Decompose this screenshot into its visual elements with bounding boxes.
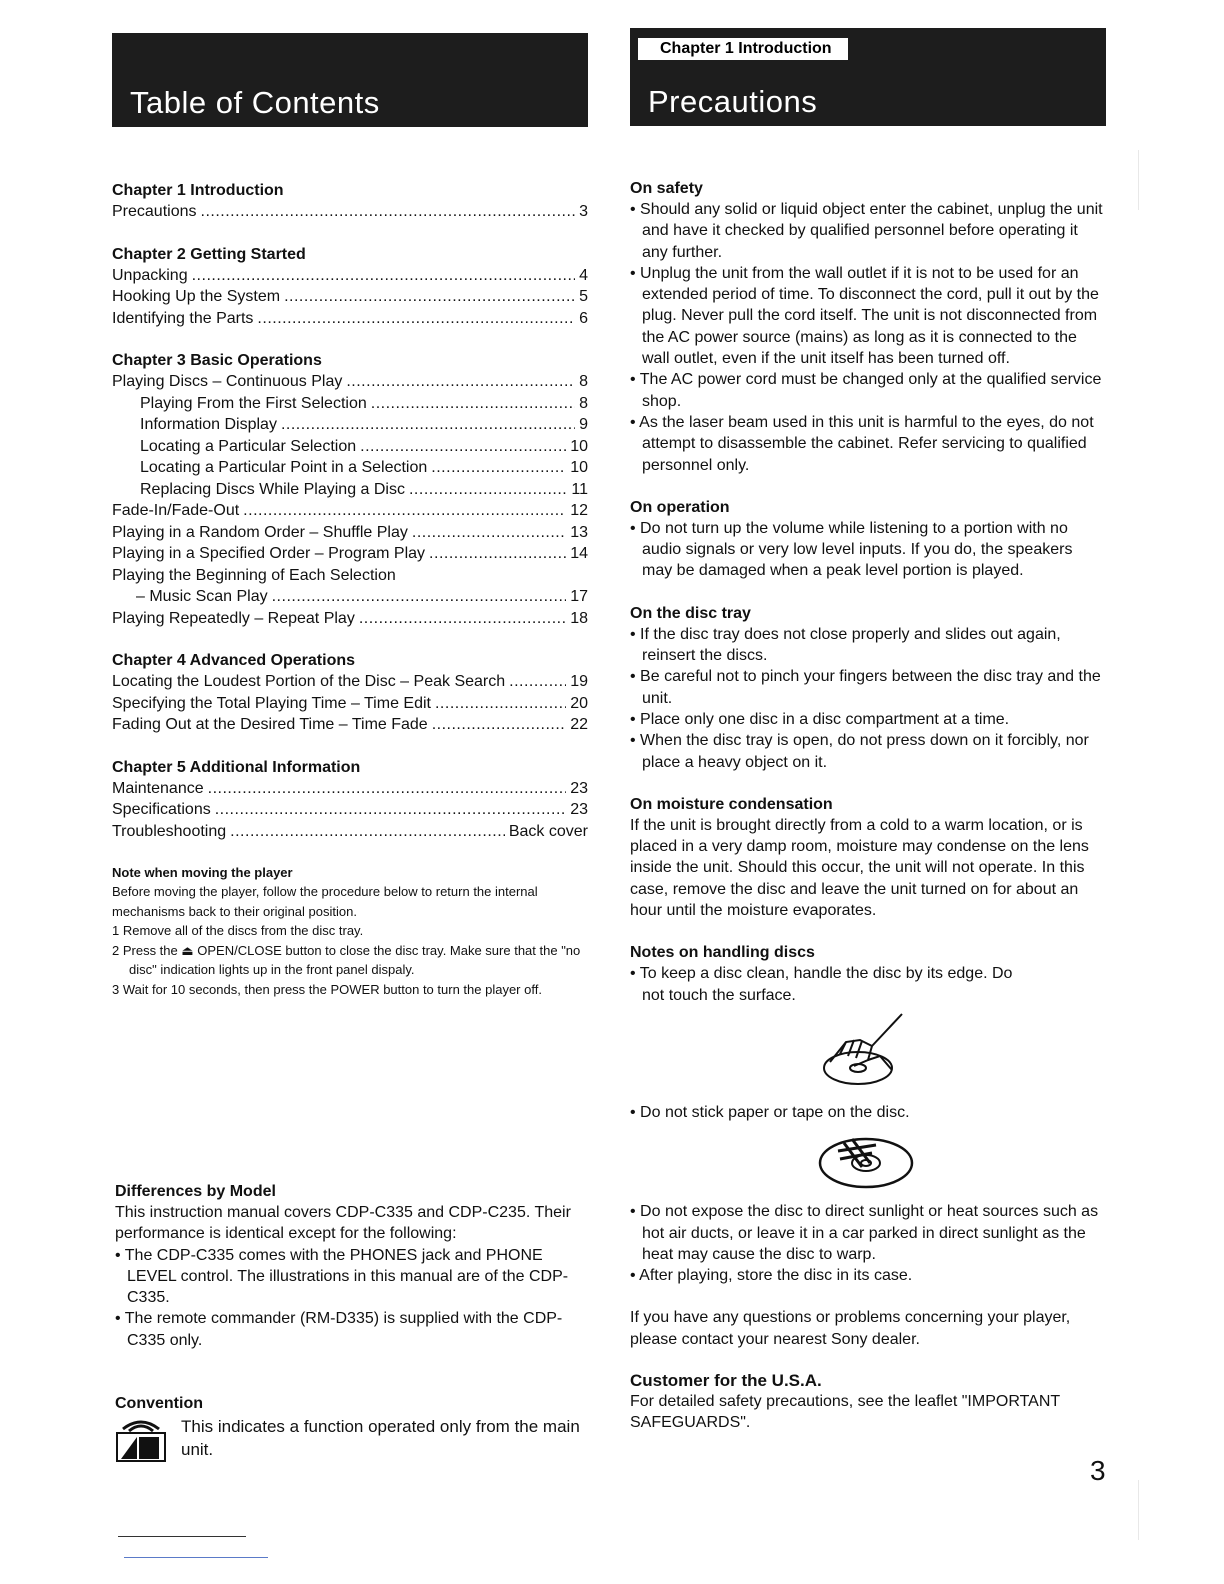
toc-entry[interactable]: [112, 565, 588, 587]
toc-dot-leader: [359, 608, 566, 630]
customer-heading: Customer for the U.S.A.: [630, 1370, 822, 1390]
toc-entry-page: 12: [570, 502, 588, 519]
toc-entry[interactable]: [112, 821, 588, 843]
toc-entry-title: Specifying the Total Playing Time – Time Edit: [112, 694, 431, 712]
precaution-bullet: • Place only one disc in a disc compartment at a time.: [630, 709, 1106, 730]
toc-dot-leader: [429, 543, 566, 565]
precaution-section: [630, 603, 1106, 773]
toc-entry-title: Locating a Particular Point in a Selection: [140, 459, 428, 476]
notes-handling-discs: [630, 942, 1106, 1286]
toc-entry-page: 14: [570, 545, 588, 562]
toc-entry-title: Fading Out at the Desired Time – Time Fade: [112, 716, 428, 733]
toc-entry-title: – Music Scan Play: [136, 588, 268, 605]
toc-entry-page: Back cover: [508, 822, 588, 840]
precautions-banner: [630, 28, 1106, 126]
toc-entry[interactable]: [112, 436, 588, 458]
toc-entry-page: 23: [570, 779, 588, 797]
hand-holding-disc-icon: [810, 1010, 920, 1100]
toc-chapter-group: [112, 180, 588, 223]
toc-chapter-heading: Chapter 2 Getting Started: [112, 245, 306, 263]
toc-chapter-heading: Chapter 1 Introduction: [112, 182, 284, 199]
toc-entry-page: 20: [570, 694, 588, 712]
toc-entry[interactable]: [112, 201, 588, 223]
toc-dot-leader: [243, 500, 566, 522]
precaution-bullet: • Unplug the unit from the wall outlet if it is not to be used for an extended period of time. To disconnect the cord, pull it out by the plug. Never pull the cord itself. The unit is not disconnected from the AC power source (mains) as long as it is connected to the wall outlet, even if the unit itself has been turned off.: [630, 263, 1106, 369]
toc-entry-page: 6: [579, 309, 588, 327]
toc-dot-leader: [509, 671, 566, 693]
toc-entry[interactable]: [112, 414, 588, 436]
toc-entry-title: Playing Discs – Continuous Play: [112, 373, 343, 390]
right-column: [630, 28, 1106, 1434]
toc-entry-title: Maintenance: [112, 779, 204, 797]
note-intro: Before moving the player, follow the procedure below to return the internal mechanisms back to their original position.: [112, 884, 538, 919]
toc-dot-leader: [371, 393, 575, 415]
toc-dot-leader: [230, 821, 505, 843]
toc-entry-title: Playing the Beginning of Each Selection: [112, 566, 396, 584]
toc-entry-page: 4: [579, 266, 588, 284]
toc-chapter-group: [112, 350, 588, 629]
toc-entry[interactable]: [112, 778, 588, 800]
page-number: 3: [1090, 1455, 1106, 1486]
precautions-title: Precautions: [648, 84, 818, 119]
precaution-bullet: • Be careful not to pinch your fingers between the disc tray and the unit.: [630, 666, 1106, 709]
toc-dot-leader: [192, 265, 575, 287]
differences-by-model: [115, 1181, 591, 1351]
differences-bullet: • The remote commander (RM-D335) is supplied with the CDP-C335 only.: [115, 1308, 591, 1351]
toc-entry-page: 19: [570, 673, 588, 690]
toc-entry-page: 5: [579, 288, 588, 305]
customer-text: For detailed safety precautions, see the leaflet "IMPORTANT SAFEGUARDS".: [630, 1392, 1060, 1432]
toc-entry[interactable]: [112, 500, 588, 522]
toc-entry-page: 10: [570, 459, 588, 476]
toc-entry-page: 17: [570, 588, 588, 605]
toc-chapter-group: [112, 244, 588, 330]
toc-entry[interactable]: [112, 393, 588, 415]
toc-dot-leader: [208, 778, 567, 800]
precaution-heading: On the disc tray: [630, 604, 751, 622]
toc-entry-title: Playing in a Random Order – Shuffle Play: [112, 523, 408, 541]
precaution-paragraph: If the unit is brought directly from a cold to a warm location, or is placed in a very damp room, moisture may condense on the lens inside the unit. Should this occur, the unit will not operate. In this case, remove the disc and leave the unit turned on for about an hour until the moisture evaporates.: [630, 816, 1089, 920]
table-of-contents: [112, 180, 588, 842]
disc-tape-illustration-area: [630, 1123, 1106, 1201]
toc-dot-leader: [284, 286, 575, 308]
precaution-bullet: • As the laser beam used in this unit is harmful to the eyes, do not attempt to disassemble the cabinet. Refer servicing to qualified personnel only.: [630, 412, 1106, 476]
toc-entry-page: 8: [579, 373, 588, 390]
toc-entry[interactable]: [112, 586, 588, 608]
convention-text: This indicates a function operated only from the main unit.: [181, 1417, 580, 1459]
toc-entry-title: Information Display: [140, 416, 277, 433]
toc-chapter-group: [112, 650, 588, 736]
toc-dot-leader: [257, 308, 575, 330]
toc-dot-leader: [281, 414, 575, 436]
handling-bullet: • Do not expose the disc to direct sunlight or heat sources such as hot air ducts, or leave it in a car parked in direct sunlight as the heat may cause the disc to warp.: [630, 1201, 1106, 1265]
note-heading: Note when moving the player: [112, 865, 293, 880]
precaution-bullet: • When the disc tray is open, do not press down on it forcibly, nor place a heavy object on it.: [630, 730, 1106, 773]
toc-entry[interactable]: [112, 693, 588, 715]
toc-entry[interactable]: [112, 265, 588, 287]
convention-heading: Convention: [115, 1395, 203, 1412]
precaution-heading: On safety: [630, 180, 703, 197]
toc-entry-page: 9: [579, 416, 588, 433]
handling-heading: Notes on handling discs: [630, 944, 815, 962]
toc-entry[interactable]: [112, 714, 588, 736]
toc-dot-leader: [346, 371, 575, 393]
toc-entry-page: 23: [570, 801, 588, 818]
toc-entry-page: 18: [570, 609, 588, 627]
handling-bullet: • After playing, store the disc in its case.: [630, 1265, 1106, 1286]
toc-entry[interactable]: [112, 671, 588, 693]
precautions-sections: [630, 178, 1106, 921]
precaution-heading: On operation: [630, 498, 730, 516]
edge-mark: [1138, 150, 1139, 210]
toc-chapter-group: [112, 757, 588, 843]
precaution-bullet: • Do not turn up the volume while listening to a portion with no audio signals or very low level inputs. If you do, the speakers may be damaged when a peak level portion is played.: [630, 518, 1106, 582]
precaution-bullet: • Should any solid or liquid object enter the cabinet, unplug the unit and have it checked by qualified personnel before operating it any further.: [630, 199, 1106, 263]
toc-dot-leader: [215, 799, 566, 821]
toc-title: Table of Contents: [130, 85, 380, 120]
edge-mark: [1138, 1480, 1139, 1540]
toc-entry[interactable]: [112, 371, 588, 393]
toc-entry-page: 22: [570, 716, 588, 733]
toc-dot-leader: [435, 693, 566, 715]
disc-with-tape-icon: [816, 1131, 916, 1191]
note-step: 1 Remove all of the discs from the disc tray.: [112, 923, 364, 938]
handling-bullet: • To keep a disc clean, handle the disc by its edge. Do not touch the surface.: [630, 963, 1106, 1006]
handling-bullet: • Do not stick paper or tape on the disc.: [630, 1102, 1106, 1123]
toc-dot-leader: [272, 586, 567, 608]
toc-chapter-heading: Chapter 3 Basic Operations: [112, 352, 322, 369]
main-unit-only-icon: [115, 1415, 167, 1463]
toc-entry-page: 10: [570, 437, 588, 455]
footer-link-line: [124, 1557, 268, 1558]
toc-entry-title: Unpacking: [112, 266, 188, 284]
toc-entry-title: Hooking Up the System: [112, 288, 281, 305]
differences-bullet: • The CDP-C335 comes with the PHONES jack and PHONE LEVEL control. The illustrations in this manual are of the CDP-C335.: [115, 1245, 591, 1309]
toc-entry-title: Troubleshooting: [112, 822, 227, 840]
toc-entry-title: Replacing Discs While Playing a Disc: [140, 480, 405, 498]
toc-entry-title: Locating a Particular Selection: [140, 437, 357, 455]
contact-text: If you have any questions or problems concerning your player, please contact your nearest Sony dealer.: [630, 1309, 1071, 1348]
toc-chapter-heading: Chapter 5 Additional Information: [112, 758, 361, 776]
customer-usa: [630, 1370, 1106, 1434]
precaution-bullet: • The AC power cord must be changed only at the qualified service shop.: [630, 369, 1106, 412]
precaution-section: [630, 497, 1106, 582]
note-step: 3 Wait for 10 seconds, then press the POWER button to turn the player off.: [112, 981, 542, 997]
toc-entry[interactable]: [112, 522, 588, 544]
toc-dot-leader: [201, 201, 576, 223]
differences-intro: This instruction manual covers CDP-C335 and CDP-C235. Their performance is identical except for the following:: [115, 1204, 571, 1243]
toc-dot-leader: [409, 479, 567, 501]
toc-entry-title: Precautions: [112, 203, 197, 220]
footer-rule: [118, 1536, 246, 1537]
toc-entry-page: 11: [571, 480, 588, 498]
toc-banner: [112, 33, 588, 127]
toc-entry-title: Identifying the Parts: [112, 309, 254, 327]
precaution-section: [630, 178, 1106, 476]
toc-entry-page: 3: [579, 203, 588, 220]
toc-entry-page: 13: [570, 523, 588, 541]
disc-illustration-area: [630, 1006, 1106, 1102]
toc-entry-page: 8: [579, 394, 588, 412]
toc-entry[interactable]: [112, 286, 588, 308]
toc-dot-leader: [360, 436, 566, 458]
convention: [115, 1393, 591, 1463]
differences-heading: Differences by Model: [115, 1183, 276, 1200]
toc-dot-leader: [431, 457, 566, 479]
note-step: 2 Press the ⏏ OPEN/CLOSE button to close the disc tray. Make sure that the "no disc" indication lights up in the front panel dispaly.: [112, 942, 581, 977]
toc-dot-leader: [412, 522, 566, 544]
toc-entry[interactable]: [112, 799, 588, 821]
toc-entry[interactable]: [112, 608, 588, 630]
toc-entry[interactable]: [112, 479, 588, 501]
toc-entry[interactable]: [112, 457, 588, 479]
note-moving-player: [112, 863, 588, 999]
precaution-bullet: • If the disc tray does not close properly and slides out again, reinsert the discs.: [630, 624, 1106, 667]
toc-entry-title: Specifications: [112, 801, 211, 818]
left-column: [112, 33, 588, 1459]
toc-entry[interactable]: [112, 308, 588, 330]
toc-entry-title: Playing From the First Selection: [140, 394, 367, 412]
toc-entry-title: Fade-In/Fade-Out: [112, 502, 240, 519]
toc-entry-title: Playing in a Specified Order – Program Play: [112, 545, 426, 562]
toc-dot-leader: [432, 714, 567, 736]
precaution-section: [630, 794, 1106, 921]
precaution-heading: On moisture condensation: [630, 795, 833, 813]
toc-entry[interactable]: [112, 543, 588, 565]
toc-entry-title: Playing Repeatedly – Repeat Play: [112, 609, 355, 627]
toc-entry-title: Locating the Loudest Portion of the Disc – Peak Search: [112, 673, 506, 690]
toc-chapter-heading: Chapter 4 Advanced Operations: [112, 652, 356, 669]
chapter-tag: Chapter 1 Introduction: [638, 38, 852, 60]
